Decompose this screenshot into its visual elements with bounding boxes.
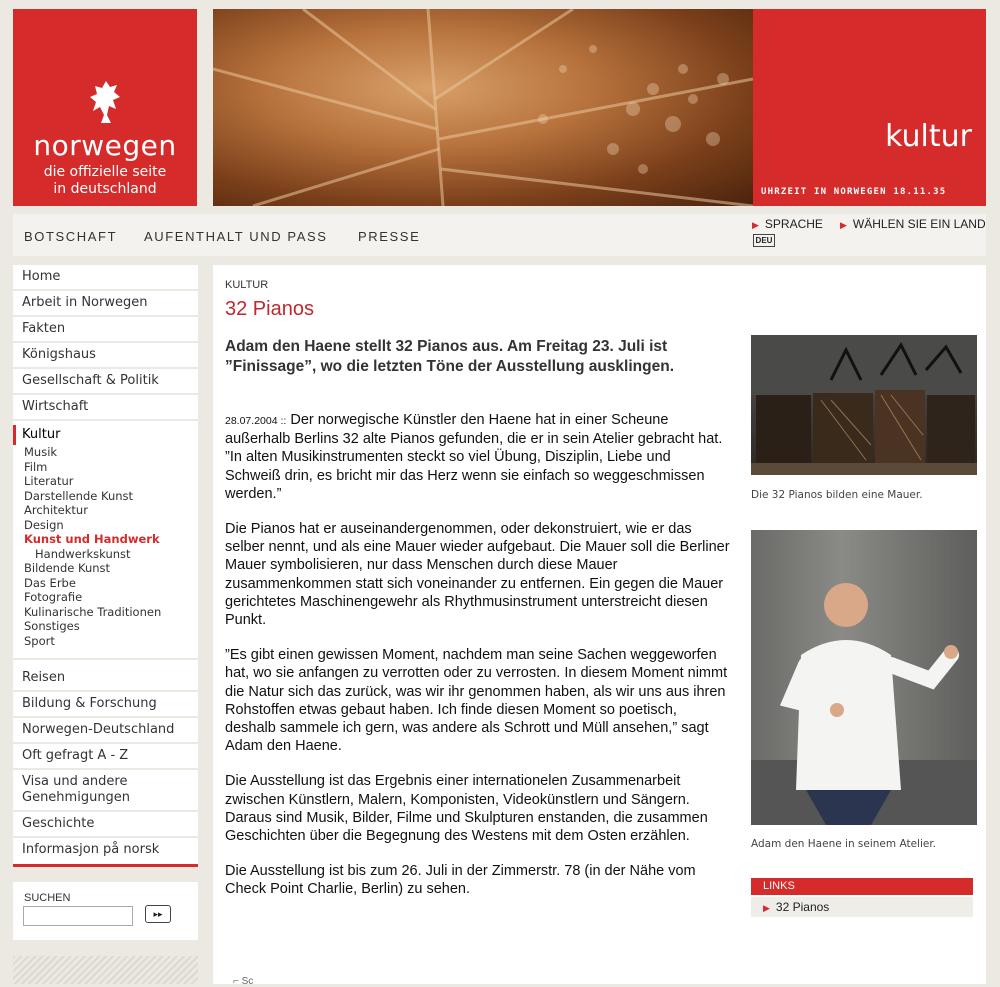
links-header: LINKS <box>751 878 973 895</box>
related-link-label: 32 Pianos <box>775 900 830 914</box>
article-paragraph-3: ”Es gibt einen gewissen Moment, nachdem man seine Sachen weggeworfen hat, wo sie anfangen zu verrotten oder zu verrosten. In diesem Moment nimmt die Natur sich das zurück, was wir ihr genommen haben, als wir uns aus ihren Rohstoffen etwas gebaut haben. Ich finde diesen Moment so poetisch, deshalb sammele ich gern, was andere als Schrott und Müll ansehen,” sagt Adam den Haene. <box>225 647 728 755</box>
sidebar-subitem-das-erbe[interactable]: Das Erbe <box>24 575 76 590</box>
topnav-botschaft[interactable]: BOTSCHAFT <box>24 229 118 244</box>
sidebar-subitem-kulinarische-traditionen[interactable]: Kulinarische Traditionen <box>24 604 162 619</box>
cut-off-link[interactable]: ⌐ Sc <box>233 976 254 987</box>
logo-title: norwegen <box>33 129 177 162</box>
logo-subtitle-line1: die offizielle seite <box>43 164 167 180</box>
sidebar-subitem-bildende-kunst[interactable]: Bildende Kunst <box>24 561 111 575</box>
decorative-stripe <box>13 956 198 984</box>
article-paragraph-4: Die Ausstellung ist das Ergebnis einer internationelen Zusammenarbeit zwischen Künstlern, Malern, Komponisten, Videokünstlern und Sängern. Daraus sind Musik, Bilder, Filme und Skulpturen enstanden, die zusammen Geschichten über die Begegnung des Westens mit dem Osten erzählen. <box>225 773 708 845</box>
language-label: SPRACHE <box>764 217 823 231</box>
artist-illustration <box>751 530 977 825</box>
sidebar-item-visa[interactable]: Visa und andere Genehmigungen <box>13 770 198 812</box>
sidebar-item-norsk[interactable]: Informasjon på norsk <box>22 842 160 857</box>
photo2-caption: Adam den Haene in seinem Atelier. <box>751 838 937 850</box>
leaf-veins-graphic <box>213 9 753 206</box>
sidebar-subitem-design[interactable]: Design <box>24 517 64 532</box>
arrow-right-icon: ▶ <box>752 220 759 230</box>
sidebar-item-geschichte[interactable]: Geschichte <box>13 812 198 838</box>
topnav-aufenthalt-und-pass[interactable]: AUFENTHALT UND PASS <box>144 229 328 244</box>
arrow-right-icon: ▶ <box>763 903 770 913</box>
search-panel <box>13 882 198 940</box>
article-paragraph-5: Die Ausstellung ist bis zum 26. Juli in der Zimmerstr. 78 (in der Nähe vom Check Point Charlie, Berlin) zu sehen. <box>225 863 696 898</box>
country-label: WÄHLEN SIE EIN LAND <box>852 217 986 231</box>
sidebar-item-kultur[interactable]: Kultur <box>13 425 198 445</box>
sidebar-item-arbeit[interactable]: Arbeit in Norwegen <box>13 291 198 317</box>
country-select-link[interactable] <box>840 217 986 231</box>
section-title: kultur <box>885 119 972 154</box>
page-title: 32 Pianos <box>225 298 314 320</box>
article-date: 28.07.2004 :: <box>225 415 287 427</box>
sidebar-subitem-darstellende-kunst[interactable]: Darstellende Kunst <box>24 488 134 503</box>
search-input[interactable] <box>23 906 133 926</box>
sidebar-bottom-divider <box>13 864 198 867</box>
sidebar-subitem-film[interactable]: Film <box>24 459 48 474</box>
sidebar-subitem-musik[interactable]: Musik <box>24 445 58 459</box>
sidebar-subitem-kunst-und-handwerk[interactable]: Kunst und Handwerk <box>24 532 160 546</box>
sidebar-item-fakten[interactable]: Fakten <box>13 317 198 343</box>
language-code-badge[interactable]: DEU <box>753 234 775 247</box>
sidebar-subitem-sport[interactable]: Sport <box>24 633 55 648</box>
article-paragraph-2: Die Pianos hat er auseinandergenommen, oder dekonstruiert, wie er das selber nennt, und als eine Mauer wieder aufgebaut. Die Mauer soll die Berliner Mauer symbolisieren, nur dass Menschen durch diese Mauer zusammenkommen statt sich voneinander zu entfernen. Ein gegen die Mauer gerichtetes Maschinengewehr als Rhythmusinstrument unterstreicht diesen Punkt. <box>225 521 730 629</box>
banner-leaf-image <box>213 9 753 206</box>
top-navigation <box>13 214 986 256</box>
pianos-illustration <box>751 335 977 475</box>
search-submit-button[interactable]: ▸▸ <box>145 905 171 923</box>
sidebar-kultur-group <box>13 425 198 660</box>
sidebar-item-oft-gefragt[interactable]: Oft gefragt A - Z <box>13 744 198 770</box>
sidebar-subitem-literatur[interactable]: Literatur <box>24 474 74 488</box>
sidebar-subitem-architektur[interactable]: Architektur <box>24 503 88 517</box>
article-paragraph-1 <box>225 411 730 503</box>
sidebar-navigation <box>13 265 198 867</box>
logo-subtitle-line2: in deutschland <box>53 181 157 197</box>
norway-time: UHRZEIT IN NORWEGEN 18.11.35 <box>761 187 947 197</box>
sidebar-subsubitem-handwerkskunst[interactable]: Handwerkskunst <box>35 546 131 561</box>
photo1-caption: Die 32 Pianos bilden eine Mauer. <box>751 489 923 501</box>
sidebar-item-home[interactable]: Home <box>13 265 198 291</box>
artist-portrait-photo <box>751 530 977 825</box>
sidebar-item-wirtschaft[interactable]: Wirtschaft <box>13 395 198 421</box>
article-body <box>225 411 730 916</box>
coat-of-arms-lion-icon <box>87 79 125 125</box>
sidebar-subitem-sonstiges[interactable]: Sonstiges <box>24 619 80 633</box>
related-link-32-pianos[interactable] <box>751 897 973 917</box>
sidebar-item-gesellschaft[interactable]: Gesellschaft & Politik <box>13 369 198 395</box>
article-lead: Adam den Haene stellt 32 Pianos aus. Am Freitag 23. Juli ist ”Finissage”, wo die letzten Töne der Ausstellung ausklingen. <box>225 338 675 375</box>
search-label: SUCHEN <box>24 892 71 904</box>
article-paragraph-1-text: Der norwegische Künstler den Haene hat in einer Scheune außerhalb Berlins 32 alte Pianos gefunden, die er in sein Atelier gebracht hat. ”In alten Musikinstrumenten steckt so viel Übung, Disziplin, Liebe und Schweiß drin, es bricht mir das Herz wenn sie einfach so weggeschmissen werden.” <box>225 412 723 502</box>
logo-block[interactable] <box>13 9 197 206</box>
sidebar-item-bildung[interactable]: Bildung & Forschung <box>13 692 198 718</box>
main-content <box>213 265 986 987</box>
sidebar-subitem-fotografie[interactable]: Fotografie <box>24 590 83 604</box>
pianos-wall-photo <box>751 335 977 475</box>
sidebar-item-norwegen-deutschland[interactable]: Norwegen-Deutschland <box>13 718 198 744</box>
arrow-right-icon: ▶ <box>840 220 847 230</box>
topnav-presse[interactable]: PRESSE <box>358 229 421 244</box>
sidebar-item-koenigshaus[interactable]: Königshaus <box>13 343 198 369</box>
breadcrumb[interactable]: KULTUR <box>225 279 269 291</box>
sidebar-item-reisen[interactable]: Reisen <box>13 666 198 692</box>
section-kultur-block <box>753 9 986 206</box>
language-link[interactable] <box>752 217 823 231</box>
